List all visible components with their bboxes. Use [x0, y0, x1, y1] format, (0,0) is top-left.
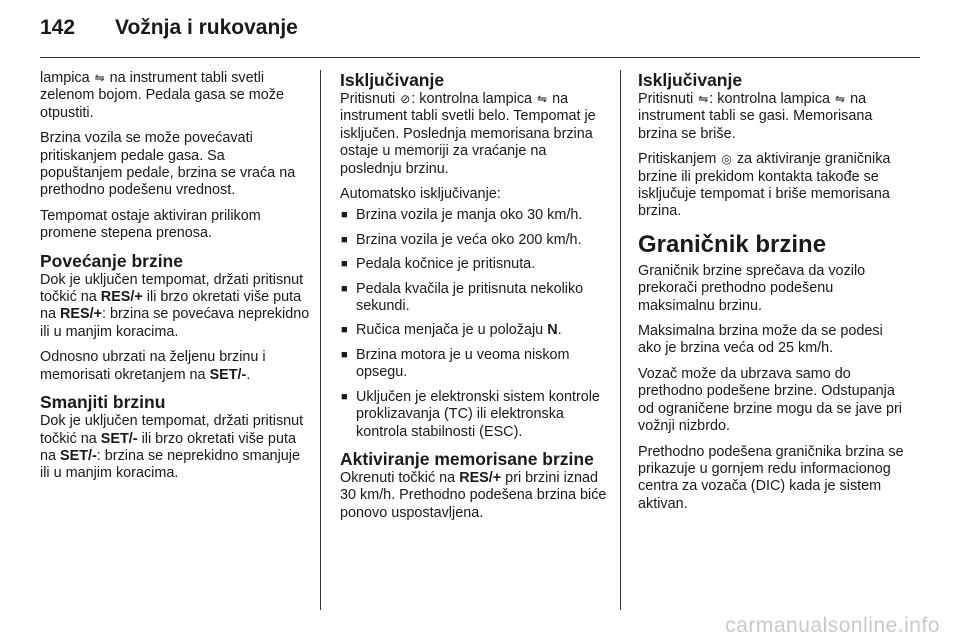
cruise-lamp-icon: ⇋ [94, 71, 105, 85]
list-item: ■ Pedala kvačila je pritisnuta nekoliko sekundi. [340, 281, 608, 316]
header-rule [40, 57, 920, 58]
list-item: ■ Ručica menjača je u položaju N. [340, 322, 608, 339]
cancel-button-icon: ⊘ [400, 92, 411, 106]
cruise-lamp-icon: ⇋ [835, 92, 846, 106]
paragraph-resume: Okrenuti točkić na RES/+ pri brzini iznad 30 km/h. Prethodno podešena brzina biće ponovo uspostavljena. [340, 469, 607, 521]
paragraph-gear-change: Tempomat ostaje aktiviran prilikom promene stepena prenosa. [40, 207, 261, 242]
page-number: 142 [40, 16, 76, 39]
paragraph-limiter-4: Prethodno podešena graničnika brzina se prikazuje u gornjem redu informacionog centra za vozača (DIC) kada je sistem aktivan. [638, 443, 904, 512]
list-item: ■ Brzina vozila je veća oko 200 km/h. [340, 232, 608, 249]
paragraph-decrease: Dok je uključen tempomat, držati pritisnut točkić na SET/- ili brzo okretati više puta na SET/-: brzina se neprekidno smanjuje ili u manjim koracima. [40, 413, 304, 482]
watermark: carmanualsonline.info [725, 614, 940, 637]
paragraph-increase: Dok je uključen tempomat, držati pritisnut točkić na RES/+ ili brzo okretati više puta na RES/+: brzina se povećava neprekidno ili u manjim koracima. [40, 271, 310, 340]
page-header [40, 16, 298, 52]
chapter-title: Vožnja i rukovanje [115, 16, 298, 39]
paragraph-deactivation-2: Pritisnuti ⇋: kontrolna lampica ⇋ na instrument tabli se gasi. Memorisana brzina se briše. [638, 91, 873, 142]
cruise-lamp-icon: ⇋ [698, 92, 709, 106]
paragraph-limiter-1: Graničnik brzine sprečava da vozilo prekorači prethodno podešenu maksimalnu brzinu. [638, 262, 866, 314]
paragraph-limiter-3: Vozač može da ubrzava samo do prethodno podešene brzine. Odstupanja od ograničene brzine mogu da se jave pri vožnji nizbrdo. [638, 365, 902, 435]
column-3 [638, 70, 904, 521]
heading-decrease-speed: Smanjiti brzinu [40, 392, 166, 413]
paragraph-limiter-switch: Pritiskanjem ◎ za aktiviranje graničnika brzine ili prekidom kontakta takođe se isključuje tempomat i briše memorisana brzina. [638, 151, 891, 220]
list-item: ■ Uključen je elektronski sistem kontrole proklizavanja (TC) ili elektronska kontrola stabilnosti (ESC). [340, 389, 608, 441]
heading-resume-speed: Aktiviranje memorisane brzine [340, 448, 594, 469]
paragraph-accelerate: Brzina vozila se može povećavati pritiskanjem pedale gasa. Sa popuštanjem pedale, brzina se vraća na prethodno podešenu vrednost. [40, 130, 296, 199]
heading-speed-limiter: Graničnik brzine [638, 230, 827, 258]
column-2 [340, 70, 608, 530]
heading-deactivation: Isključivanje [340, 70, 445, 90]
paragraph-increase-2: Odnosno ubrzati na željenu brzinu i memorisati okretanjem na SET/-. [40, 349, 266, 383]
list-item: ■ Pedala kočnice je pritisnuta. [340, 256, 608, 273]
list-item: ■ Brzina vozila je manja oko 30 km/h. [340, 207, 608, 224]
column-divider-1 [320, 70, 321, 610]
cruise-lamp-icon: ⇋ [537, 92, 548, 106]
heading-deactivation-2: Isključivanje [638, 70, 743, 90]
auto-off-list [340, 207, 608, 440]
paragraph-limiter-2: Maksimalna brzina može da se podesi ako je brzina veća od 25 km/h. [638, 323, 883, 357]
speed-limiter-icon: ◎ [721, 152, 732, 167]
column-divider-2 [620, 70, 621, 610]
auto-off-intro: Automatsko isključivanje: [340, 186, 501, 203]
column-1 [40, 70, 310, 491]
heading-increase-speed: Povećanje brzine [40, 250, 183, 271]
paragraph-deactivation: Pritisnuti ⊘: kontrolna lampica ⇋ na instrument tabli svetli belo. Tempomat je isključen. Poslednja memorisana brzina ostaje u memoriji za vraćanje na poslednju brzinu. [340, 91, 596, 177]
list-item: ■ Brzina motora je u veoma niskom opsegu. [340, 347, 608, 382]
paragraph-lamp: lampica ⇋ na instrument tabli svetli zelenom bojom. Pedala gasa se može otpustiti. [40, 70, 284, 121]
